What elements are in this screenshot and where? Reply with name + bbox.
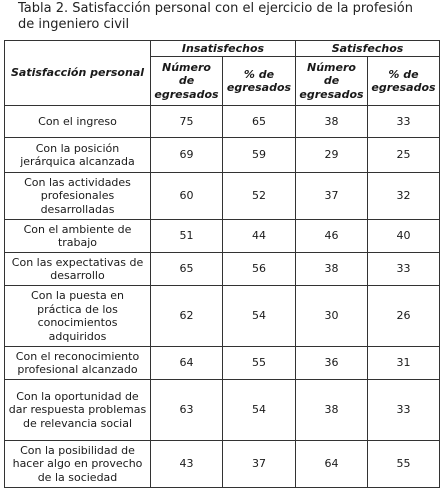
cell-value: 65 <box>151 253 223 286</box>
row-label: Con la puesta en práctica de los conocimientos adquiridos <box>5 286 151 347</box>
row-label: Con la posibilidad de hacer algo en provecho de la sociedad <box>5 441 151 488</box>
cell-value: 65 <box>223 106 296 138</box>
table-row <box>5 253 440 286</box>
cell-value: 33 <box>368 106 440 138</box>
cell-value: 44 <box>223 220 296 253</box>
cell-value: 55 <box>368 441 440 488</box>
table-row <box>5 380 440 441</box>
cell-value: 29 <box>296 138 368 173</box>
row-label: Con las actividades profesionales desarrolladas <box>5 173 151 220</box>
cell-value: 43 <box>151 441 223 488</box>
row-label: Con el reconocimiento profesional alcanzado <box>5 347 151 380</box>
row-label: Con el ingreso <box>5 106 151 138</box>
cell-value: 63 <box>151 380 223 441</box>
cell-value: 26 <box>368 286 440 347</box>
row-label: Con la oportunidad de dar respuesta problemas de relevancia social <box>5 380 151 441</box>
row-label: Con el ambiente de trabajo <box>5 220 151 253</box>
table-row <box>5 106 440 138</box>
caption-line-2: de ingeniero civil <box>18 17 130 32</box>
subheader-count-insatisfechos: Número de egresados <box>151 57 223 106</box>
cell-value: 56 <box>223 253 296 286</box>
cell-value: 37 <box>296 173 368 220</box>
cell-value: 69 <box>151 138 223 173</box>
cell-value: 38 <box>296 380 368 441</box>
cell-value: 62 <box>151 286 223 347</box>
cell-value: 32 <box>368 173 440 220</box>
table-row <box>5 441 440 488</box>
table-caption <box>18 1 433 33</box>
cell-value: 40 <box>368 220 440 253</box>
cell-value: 75 <box>151 106 223 138</box>
cell-value: 51 <box>151 220 223 253</box>
cell-value: 64 <box>296 441 368 488</box>
cell-value: 33 <box>368 253 440 286</box>
subheader-percent-insatisfechos: % de egresados <box>223 57 296 106</box>
cell-value: 60 <box>151 173 223 220</box>
table-row <box>5 347 440 380</box>
cell-value: 52 <box>223 173 296 220</box>
satisfaction-table <box>4 40 440 488</box>
cell-value: 38 <box>296 253 368 286</box>
row-header: Satisfacción personal <box>5 41 151 106</box>
cell-value: 31 <box>368 347 440 380</box>
row-label: Con las expectativas de desarrollo <box>5 253 151 286</box>
subheader-count-satisfechos: Número de egresados <box>296 57 368 106</box>
subheader-percent-satisfechos: % de egresados <box>368 57 440 106</box>
cell-value: 36 <box>296 347 368 380</box>
cell-value: 54 <box>223 380 296 441</box>
caption-line-1: Tabla 2. Satisfacción personal con el ejercicio de la profesión <box>18 1 413 16</box>
table-row <box>5 138 440 173</box>
table-row <box>5 173 440 220</box>
cell-value: 25 <box>368 138 440 173</box>
row-label: Con la posición jerárquica alcanzada <box>5 138 151 173</box>
group-header-insatisfechos: Insatisfechos <box>151 41 296 57</box>
group-header-satisfechos: Satisfechos <box>296 41 440 57</box>
cell-value: 54 <box>223 286 296 347</box>
cell-value: 64 <box>151 347 223 380</box>
cell-value: 30 <box>296 286 368 347</box>
cell-value: 33 <box>368 380 440 441</box>
cell-value: 46 <box>296 220 368 253</box>
cell-value: 38 <box>296 106 368 138</box>
table-row <box>5 220 440 253</box>
cell-value: 59 <box>223 138 296 173</box>
cell-value: 55 <box>223 347 296 380</box>
cell-value: 37 <box>223 441 296 488</box>
table-row <box>5 286 440 347</box>
